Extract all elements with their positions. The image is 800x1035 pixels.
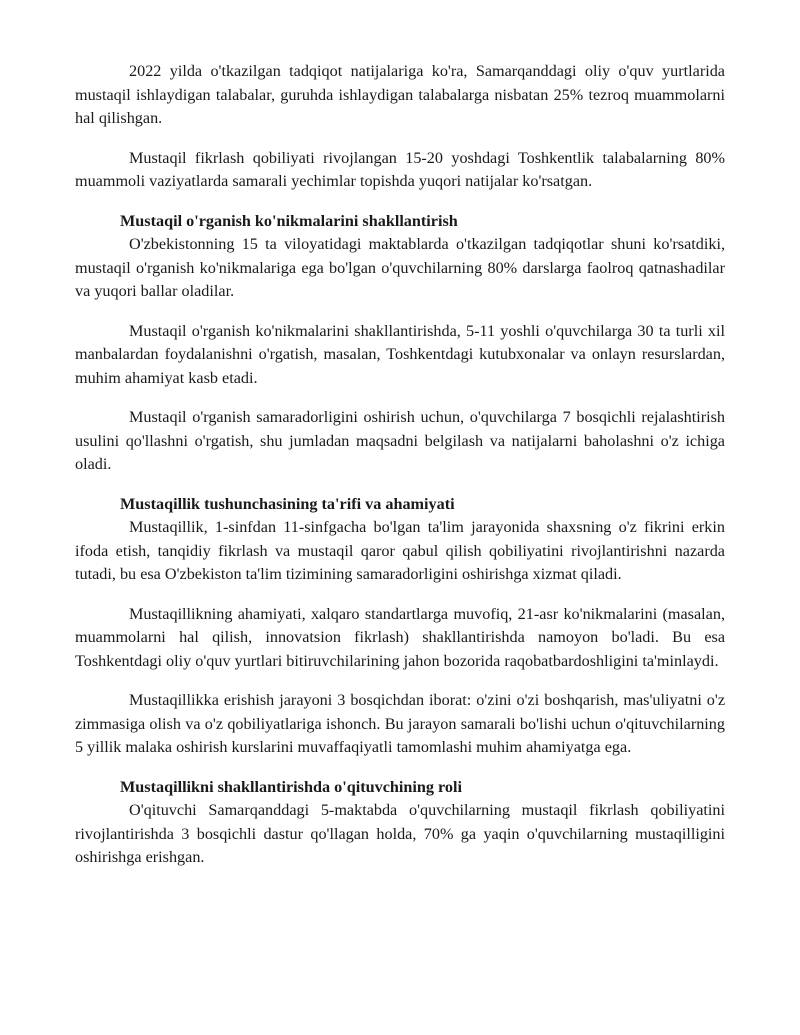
paragraph-regional-schools: O'zbekistonning 15 ta viloyatidagi maktablarda o'tkazilgan tadqiqotlar shuni ko'rsatdiki, mustaqil o'rganish ko'nikmalariga ega bo'lgan o'quvchilarning 80% darslarga faolroq qatnashadilar va yuqori ballar oladilar. (75, 235, 725, 300)
section-heading-self-learning: Mustaqil o'rganish ko'nikmalarini shakllantirish (120, 211, 458, 230)
section-heading-teacher-role: Mustaqillikni shakllantirishda o'qituvchining roli (120, 777, 463, 796)
paragraph-learning-sources: Mustaqil o'rganish ko'nikmalarini shakllantirishda, 5-11 yoshli o'quvchilarga 30 ta turli xil manbalardan foydalanishni o'rgatish, masalan, Toshkentdagi kutubxonalar va onlayn resurslardan, muhim ahamiyat kasb etadi. (75, 321, 725, 387)
section-heading-independence-definition: Mustaqillik tushunchasining ta'rifi va ahamiyati (120, 494, 455, 513)
paragraph-planning-method: Mustaqil o'rganish samaradorligini oshirish uchun, o'quvchilarga 7 bosqichli rejalashtirish usulini qo'llashni o'rgatish, shu jumladan maqsadni belgilash va natijalarni baholashni o'z ichiga oladi. (75, 408, 725, 473)
paragraph-research-2022: 2022 yilda o'tkazilgan tadqiqot natijalariga ko'ra, Samarqanddagi oliy o'quv yurtlarida mustaqil ishlaydigan talabalar, guruhda ishlaydigan talabalarga nisbatan 25% tezroq muammolarni hal qilishgan. (75, 62, 725, 127)
paragraph-independence-importance: Mustaqillikning ahamiyati, xalqaro standartlarga muvofiq, 21-asr ko'nikmalarini (masalan, muammolarni hal qilish, innovatsion fikrlash) shakllantirishda namoyon bo'ladi. Bu esa Toshkentdagi oliy o'quv yurtlari bitiruvchilarining jahon bozorida raqobatbardoshligini ta'minlaydi. (75, 604, 725, 670)
document-page (75, 60, 725, 882)
paragraph-teacher-role: O'qituvchi Samarqanddagi 5-maktabda o'quvchilarning mustaqil fikrlash qobiliyatini rivojlantirishda 3 bosqichli dastur qo'llagan holda, 70% ga yaqin o'quvchilarning mustaqilligini oshirishga erishgan. (75, 801, 725, 866)
paragraph-independence-definition: Mustaqillik, 1-sinfdan 11-sinfgacha bo'lgan ta'lim jarayonida shaxsning o'z fikrini erkin ifoda etish, tanqidiy fikrlash va mustaqil qaror qabul qilish qobiliyatini rivojlantirishni nazarda tutadi, bu esa O'zbekiston ta'lim tizimining samaradorligini oshirishga xizmat qiladi. (75, 518, 725, 583)
paragraph-tashkent-students: Mustaqil fikrlash qobiliyati rivojlangan 15-20 yoshdagi Toshkentlik talabalarning 80% muammoli vaziyatlarda samarali yechimlar topishda yuqori natijalar ko'rsatgan. (75, 148, 725, 190)
paragraph-independence-stages: Mustaqillikka erishish jarayoni 3 bosqichdan iborat: o'zini o'zi boshqarish, mas'uliyatni o'z zimmasiga olish va o'z qobiliyatlariga ishonch. Bu jarayon samarali bo'lishi uchun o'qituvchilarning 5 yillik malaka oshirish kurslarini muvaffaqiyatli tamomlashi muhim ahamiyatga ega. (75, 691, 725, 756)
